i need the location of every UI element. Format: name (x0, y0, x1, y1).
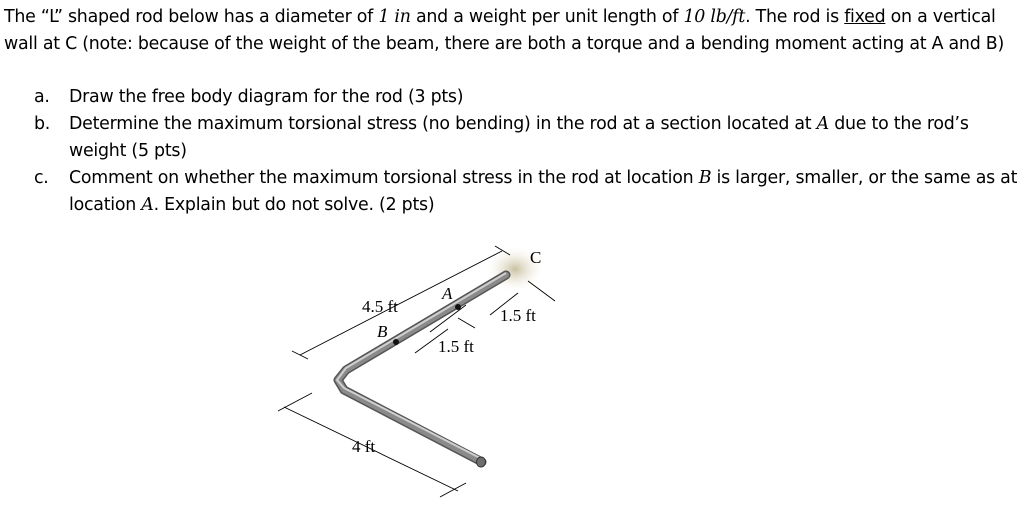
label-b: B (377, 322, 388, 341)
part-a-marker: a. (34, 87, 50, 107)
label-c: C (530, 248, 542, 267)
l-rod-figure (270, 235, 570, 500)
part-a-text: Draw the free body diagram for the rod (3 pts) (69, 87, 464, 107)
part-b-text-b: due to the rod’s weight (5 pts) (69, 114, 969, 161)
part-c-marker: c. (34, 168, 49, 188)
intro-text-d: on a vertical wall at C (note: because of the weight of the beam, there are both a torque and a bending moment acting at A and B) (4, 7, 1004, 54)
point-b (393, 339, 399, 345)
problem-statement (4, 4, 1019, 57)
part-c-var: B (698, 168, 712, 188)
dim-1-5-ft-top: 1.5 ft (500, 306, 536, 325)
dim-1-5-ft-bottom: 1.5 ft (438, 337, 474, 356)
fixed-word: fixed (844, 7, 886, 27)
label-a: A (442, 284, 453, 303)
weight-value: 10 lb/ft (683, 7, 746, 27)
part-b-text (69, 111, 1019, 164)
intro-text-a: The “L” shaped rod below has a diameter of (4, 7, 379, 27)
part-b-marker: b. (34, 114, 51, 134)
dim-4-ft: 4 ft (352, 437, 376, 456)
intro-text-c: . The rod is (745, 7, 845, 27)
part-c-text-b: is larger, smaller, or the same as at location (69, 168, 1018, 215)
part-c-text (69, 165, 1019, 218)
point-a (455, 304, 461, 310)
part-b-var: A (816, 114, 829, 134)
part-c-text-c: . Explain but do not solve. (2 pts) (153, 194, 435, 215)
diameter-value: 1 in (378, 7, 411, 27)
part-b-text-a: Determine the maximum torsional stress (no bending) in the rod at a section located at (69, 114, 817, 134)
part-c-var2: A (141, 194, 154, 215)
intro-text-b: and a weight per unit length of (410, 7, 684, 27)
dim-4-5-ft: 4.5 ft (362, 297, 398, 316)
part-c-text-a: Comment on whether the maximum torsional stress in the rod at location (69, 168, 699, 188)
